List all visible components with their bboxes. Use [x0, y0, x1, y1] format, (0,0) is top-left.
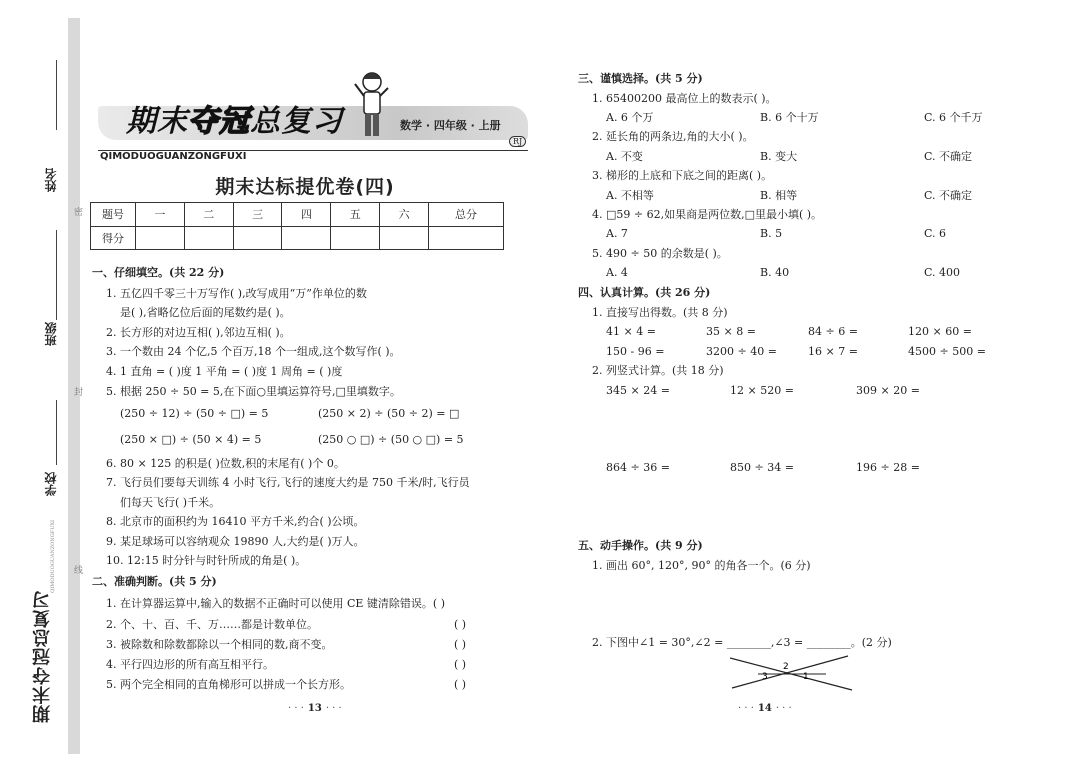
judge-3: 3. 被除数和除数都除以一个相同的数,商不变。 [106, 638, 333, 651]
class-line [56, 230, 57, 320]
bind-mark-feng: 封 [74, 388, 84, 398]
section-1-heading: 一、仔细填空。(共 22 分) [92, 266, 225, 279]
score-input-cell[interactable] [429, 226, 504, 250]
section-4-heading: 四、认真计算。(共 26 分) [578, 286, 711, 299]
question-4: 4. 1 直角 = ( )度 1 平角 = ( )度 1 周角 = ( )度 [106, 365, 343, 378]
page-number-left: · · · 13 · · · [284, 703, 346, 714]
subject-label: 数学 · 四年级 · 上册 [400, 119, 501, 132]
score-table-header-row [91, 203, 504, 227]
choice-2-c[interactable]: C. 不确定 [924, 150, 973, 163]
calc-1-heading: 1. 直接写出得数。(共 8 分) [592, 306, 728, 319]
banner-title-highlight: 夺冠 [188, 104, 250, 139]
choice-5: 5. 490 ÷ 50 的余数是( )。 [592, 247, 728, 260]
score-cell: 五 [331, 203, 380, 227]
judge-2-paren[interactable]: ( ) [454, 618, 467, 631]
vertical-calc-item: 850 ÷ 34 = [730, 461, 794, 474]
judge-5: 5. 两个完全相同的直角梯形可以拼成一个长方形。 [106, 678, 351, 691]
vertical-calc-item: 309 × 20 = [856, 384, 920, 397]
vertical-calc-item: 12 × 520 = [730, 384, 794, 397]
judge-2: 2. 个、十、百、千、万……都是计数单位。 [106, 618, 318, 631]
score-cell: 一 [136, 203, 185, 227]
judge-1: 1. 在计算器运算中,输入的数据不正确时可以使用 CE 键清除错误。( ) [106, 597, 446, 610]
score-cell: 二 [184, 203, 233, 227]
choice-4-b[interactable]: B. 5 [760, 227, 783, 240]
score-input-cell[interactable] [331, 226, 380, 250]
school-line [56, 400, 57, 465]
choice-1-c[interactable]: C. 6 个千万 [924, 111, 983, 124]
score-cell: 三 [233, 203, 282, 227]
question-6: 6. 80 × 125 的积是( )位数,积的末尾有( )个 0。 [106, 457, 345, 470]
choice-1-b[interactable]: B. 6 个十万 [760, 111, 819, 124]
judge-4: 4. 平行四边形的所有高互相平行。 [106, 658, 274, 671]
score-input-cell[interactable] [282, 226, 331, 250]
bind-mark-xian: 线 [74, 566, 84, 576]
choice-3: 3. 梯形的上底和下底之间的距离( )。 [592, 169, 773, 182]
side-logo: 期末夺冠总复习 [32, 590, 53, 723]
question-5: 5. 根据 250 ÷ 50 = 5,在下面○里填运算符号,□里填数字。 [106, 385, 401, 398]
edition-badge: RJ [509, 136, 526, 147]
score-cell: 四 [282, 203, 331, 227]
banner-pinyin: QIMODUOGUANZONGFUXI [100, 151, 247, 162]
question-9: 9. 某足球场可以容纳观众 19890 人,大约是( )万人。 [106, 535, 365, 548]
question-7a: 7. 飞行员们要每天训练 4 小时飞行,飞行的速度大约是 750 千米/时,飞行员 [106, 476, 470, 489]
calc-item: 41 × 4 = [606, 325, 656, 338]
choice-2: 2. 延长角的两条边,角的大小( )。 [592, 130, 754, 143]
class-label: 班级 [44, 322, 58, 346]
question-8: 8. 北京市的面积约为 16410 平方千米,约合( )公顷。 [106, 515, 365, 528]
banner-title-prefix: 期末 [126, 104, 188, 139]
school-label: 学校 [44, 472, 58, 496]
choice-3-c[interactable]: C. 不确定 [924, 189, 973, 202]
score-input-cell[interactable] [233, 226, 282, 250]
choice-5-c[interactable]: C. 400 [924, 266, 961, 279]
choice-4: 4. □59 ÷ 62,如果商是两位数,□里最小填( )。 [592, 208, 823, 221]
angle-label-3: 3 [762, 672, 768, 682]
page-number-right: · · · 14 · · · [734, 703, 796, 714]
vertical-calc-item: 864 ÷ 36 = [606, 461, 670, 474]
choice-4-a[interactable]: A. 7 [606, 227, 628, 240]
score-cell: 六 [380, 203, 429, 227]
calc-item: 16 × 7 = [808, 345, 858, 358]
score-table-score-row [91, 226, 504, 250]
calc-item: 3200 ÷ 40 = [706, 345, 777, 358]
choice-2-a[interactable]: A. 不变 [606, 150, 643, 163]
choice-3-b[interactable]: B. 相等 [760, 189, 798, 202]
question-7b: 们每天飞行( )千米。 [120, 496, 221, 509]
section-5-heading: 五、动手操作。(共 9 分) [578, 539, 703, 552]
calc-item: 4500 ÷ 500 = [908, 345, 986, 358]
score-cell: 题号 [91, 203, 136, 227]
section-3-heading: 三、谨慎选择。(共 5 分) [578, 72, 703, 85]
choice-1: 1. 65400200 最高位上的数表示( )。 [592, 92, 777, 105]
choice-2-b[interactable]: B. 变大 [760, 150, 798, 163]
choice-5-b[interactable]: B. 40 [760, 266, 790, 279]
vertical-calc-item: 196 ÷ 28 = [856, 461, 920, 474]
angle-figure-icon [730, 652, 854, 692]
question-5a: (250 ÷ 12) ÷ (50 ÷ □) = 5 [120, 407, 269, 420]
question-5d: (250 ○ □) ÷ (50 ○ □) = 5 [318, 433, 464, 446]
score-input-cell[interactable] [184, 226, 233, 250]
question-2: 2. 长方形的对边互相( ),邻边互相( )。 [106, 326, 291, 339]
question-1a: 1. 五亿四千零三十万写作( ),改写成用“万”作单位的数 [106, 287, 367, 300]
judge-5-paren[interactable]: ( ) [454, 678, 467, 691]
choice-5-a[interactable]: A. 4 [606, 266, 628, 279]
calc-item: 150 - 96 = [606, 345, 665, 358]
question-10: 10. 12:15 时分针与时针所成的角是( )。 [106, 554, 307, 567]
hands-on-1: 1. 画出 60°, 120°, 90° 的角各一个。(6 分) [592, 559, 811, 572]
question-3: 3. 一个数由 24 个亿,5 个百万,18 个一组成,这个数写作( )。 [106, 345, 401, 358]
calc-item: 120 × 60 = [908, 325, 972, 338]
choice-1-a[interactable]: A. 6 个万 [606, 111, 654, 124]
calc-item: 35 × 8 = [706, 325, 756, 338]
calc-2-heading: 2. 列竖式计算。(共 18 分) [592, 364, 724, 377]
section-2-heading: 二、准确判断。(共 5 分) [92, 575, 217, 588]
mascot-icon [352, 70, 392, 142]
question-1b: 是( ),省略亿位后面的尾数约是( )。 [120, 306, 291, 319]
question-5c: (250 × □) ÷ (50 × 4) = 5 [120, 433, 262, 446]
banner-title-suffix: 总复习 [250, 104, 343, 139]
name-line [56, 60, 57, 130]
choice-3-a[interactable]: A. 不相等 [606, 189, 654, 202]
paper-title: 期末达标提优卷(四) [215, 176, 395, 198]
bind-mark-mi: 密 [74, 208, 84, 218]
score-input-cell[interactable] [136, 226, 185, 250]
question-5b: (250 × 2) ÷ (50 ÷ 2) = □ [318, 407, 460, 420]
side-logo-pinyin: QIMODUOGUANZONGFUXI [50, 520, 56, 593]
choice-4-c[interactable]: C. 6 [924, 227, 947, 240]
score-table [90, 202, 504, 250]
score-input-cell[interactable] [380, 226, 429, 250]
banner-title [126, 96, 343, 140]
name-label: 姓名 [44, 168, 58, 192]
angle-label-2: 2 [783, 662, 789, 672]
judge-4-paren[interactable]: ( ) [454, 658, 467, 671]
score-cell: 总分 [429, 203, 504, 227]
angle-label-1: 1 [803, 672, 809, 682]
hands-on-2: 2. 下图中∠1 = 30°,∠2 = ________,∠3 = ________。(2 分) [592, 636, 892, 649]
score-cell: 得分 [91, 226, 136, 250]
vertical-calc-item: 345 × 24 = [606, 384, 670, 397]
judge-3-paren[interactable]: ( ) [454, 638, 467, 651]
calc-item: 84 ÷ 6 = [808, 325, 858, 338]
